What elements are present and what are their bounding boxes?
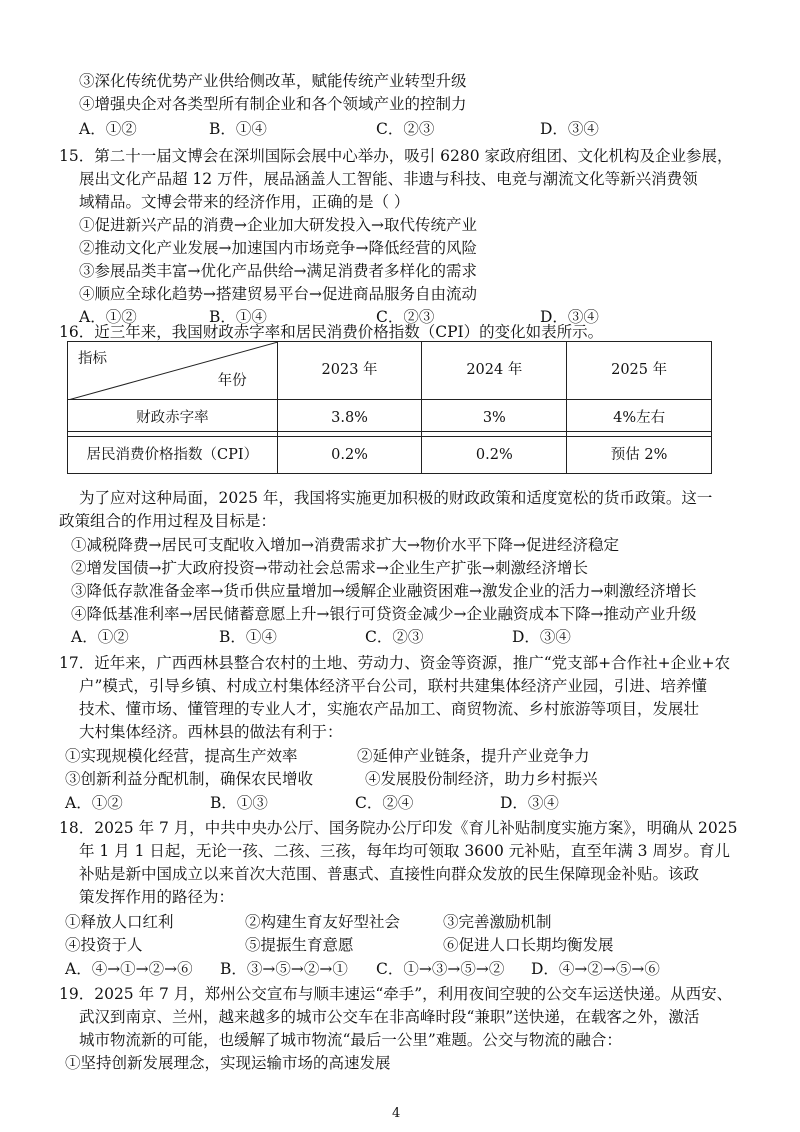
option-item: ④发展股份制经济，助力乡村振兴 (365, 770, 598, 788)
option-line: ③深化传统优势产业供给侧改革，赋能传统产业转型升级 (79, 72, 467, 90)
page-number: 4 (392, 1106, 401, 1121)
choice-b: B．③→⑤→②→① (220, 960, 348, 978)
year-header: 2023 年 (277, 342, 422, 400)
question-15-stem: 展出文化产品超 12 万件，展品涵盖人工智能、非遗与科技、电竞与潮流文化等新兴消费领 (79, 170, 698, 188)
option-item: ②延伸产业链条，提升产业竞争力 (357, 747, 590, 765)
data-table (67, 341, 712, 474)
choice-c: C．②③ (365, 628, 424, 646)
choice-a: A．①② (65, 794, 123, 812)
paragraph-line: 为了应对这种局面，2025 年，我国将实施更加积极的财政政策和适度宽松的货币政策。这一 (79, 489, 713, 507)
question-19-stem: 19．2025 年 7 月，郑州公交宣布与顺丰速运“牵手”，利用夜间空驶的公交车运送快递。从西安、 (59, 985, 733, 1003)
choice-c: C．②④ (355, 794, 414, 812)
table-cell: 3.8% (277, 400, 422, 437)
question-18-stem: 补贴是新中国成立以来首次大范围、普惠式、直接性向群众发放的民生保障现金补贴。该政 (79, 865, 700, 883)
question-17-stem: 大村集体经济。西林县的做法有利于： (79, 723, 343, 741)
choice-b: B．①③ (210, 794, 268, 812)
table-cell: 3% (422, 400, 567, 437)
question-18-stem: 策发挥作用的路径为： (79, 888, 235, 906)
option-line: ④顺应全球化趋势→搭建贸易平台→促进商品服务自由流动 (79, 285, 477, 303)
option-item: ④投资于人 (65, 936, 143, 954)
choice-d: D．③④ (540, 120, 599, 138)
choice-a: A．①② (79, 308, 137, 326)
question-18-stem: 18．2025 年 7 月，中共中央办公厅、国务院办公厅印发《育儿补贴制度实施方案》，明确从 2025 (59, 819, 738, 837)
row-label: 居民消费价格指数（CPI） (68, 437, 278, 474)
option-item: ②构建生育友好型社会 (245, 913, 401, 931)
paragraph-line: 政策组合的作用过程及目标是： (59, 512, 277, 530)
choice-c: C．①→③→⑤→② (376, 960, 505, 978)
choice-d: D．③④ (540, 308, 599, 326)
question-18-stem: 年 1 月 1 日起，无论一孩、二孩、三孩，每年均可领取 3600 元补贴，直至年满 3 周岁。育儿 (79, 842, 730, 860)
choice-b: B．①④ (219, 628, 277, 646)
year-header: 2025 年 (567, 342, 712, 400)
option-item: ⑥促进人口长期均衡发展 (443, 936, 614, 954)
question-15-stem: 15．第二十一届文博会在深圳国际会展中心举办，吸引 6280 家政府组团、文化机构及企业参展， (59, 147, 733, 165)
table-corner-cell (68, 342, 278, 400)
choice-b: B．①④ (209, 308, 267, 326)
question-19-stem: 武汉到南京、兰州，越来越多的城市公交车在非高峰时段“兼职”送快递，在载客之外，激活 (79, 1008, 700, 1026)
table-strike-line (67, 431, 712, 432)
table-cell: 0.2% (277, 437, 422, 474)
option-line: ①减税降费→居民可支配收入增加→消费需求扩大→物价水平下降→促进经济稳定 (71, 536, 619, 554)
choice-c: C．②③ (376, 308, 435, 326)
option-line: ②增发国债→扩大政府投资→带动社会总需求→企业生产扩张→刺激经济增长 (71, 559, 588, 577)
choice-b: B．①④ (209, 120, 267, 138)
option-line: ④降低基准利率→居民储蓄意愿上升→银行可贷资金减少→企业融资成本下降→推动产业升级 (71, 605, 697, 623)
option-line: ③参展品类丰富→优化产品供给→满足消费者多样化的需求 (79, 262, 477, 280)
table-row (68, 437, 712, 474)
table-cell: 0.2% (422, 437, 567, 474)
corner-bottom-label: 年份 (217, 373, 247, 389)
choice-a: A．④→①→②→⑥ (65, 960, 193, 978)
question-17-stem: 户”模式，引导乡镇、村成立村集体经济平台公司，联村共建集体经济产业园，引进、培养懂 (79, 677, 707, 695)
question-17-stem: 技术、懂市场、懂管理的专业人才，实施农产品加工、商贸物流、乡村旅游等项目，发展壮 (79, 700, 700, 718)
option-item: ⑤提振生育意愿 (245, 936, 354, 954)
question-16-stem: 16．近三年来，我国财政赤字率和居民消费价格指数（CPI）的变化如表所示。 (59, 323, 604, 341)
option-line: ②推动文化产业发展→加速国内市场竞争→降低经营的风险 (79, 239, 477, 257)
option-line: ④增强央企对各类型所有制企业和各个领域产业的控制力 (79, 95, 467, 113)
option-item: ①实现规模化经营，提高生产效率 (65, 747, 298, 765)
row-label: 财政赤字率 (68, 400, 278, 437)
choice-d: D．③④ (512, 628, 571, 646)
choice-c: C．②③ (376, 120, 435, 138)
choice-a: A．①② (71, 628, 129, 646)
table-cell: 预估 2% (567, 437, 712, 474)
choice-d: D．③④ (500, 794, 559, 812)
option-item: ③创新利益分配机制，确保农民增收 (65, 770, 314, 788)
option-line: ①促进新兴产品的消费→企业加大研发投入→取代传统产业 (79, 216, 477, 234)
question-19-stem: 城市物流新的可能，也缓解了城市物流“最后一公里”难题。公交与物流的融合： (79, 1031, 622, 1049)
option-item: ③完善激励机制 (443, 913, 552, 931)
table-cell: 4%左右 (567, 400, 712, 437)
question-15-stem: 域精品。文博会带来的经济作用，正确的是（ ） (79, 193, 410, 211)
choice-a: A．①② (79, 120, 137, 138)
option-item: ①释放人口红利 (65, 913, 174, 931)
year-header: 2024 年 (422, 342, 567, 400)
option-line: ③降低存款准备金率→货币供应量增加→缓解企业融资困难→激发企业的活力→刺激经济增长 (71, 582, 697, 600)
choice-d: D．④→②→⑤→⑥ (531, 960, 660, 978)
corner-top-label: 指标 (78, 351, 107, 367)
question-17-stem: 17．近年来，广西西林县整合农村的土地、劳动力、资金等资源，推广“党支部+合作社+企业+农 (59, 654, 731, 672)
option-line: ①坚持创新发展理念，实现运输市场的高速发展 (65, 1054, 391, 1072)
